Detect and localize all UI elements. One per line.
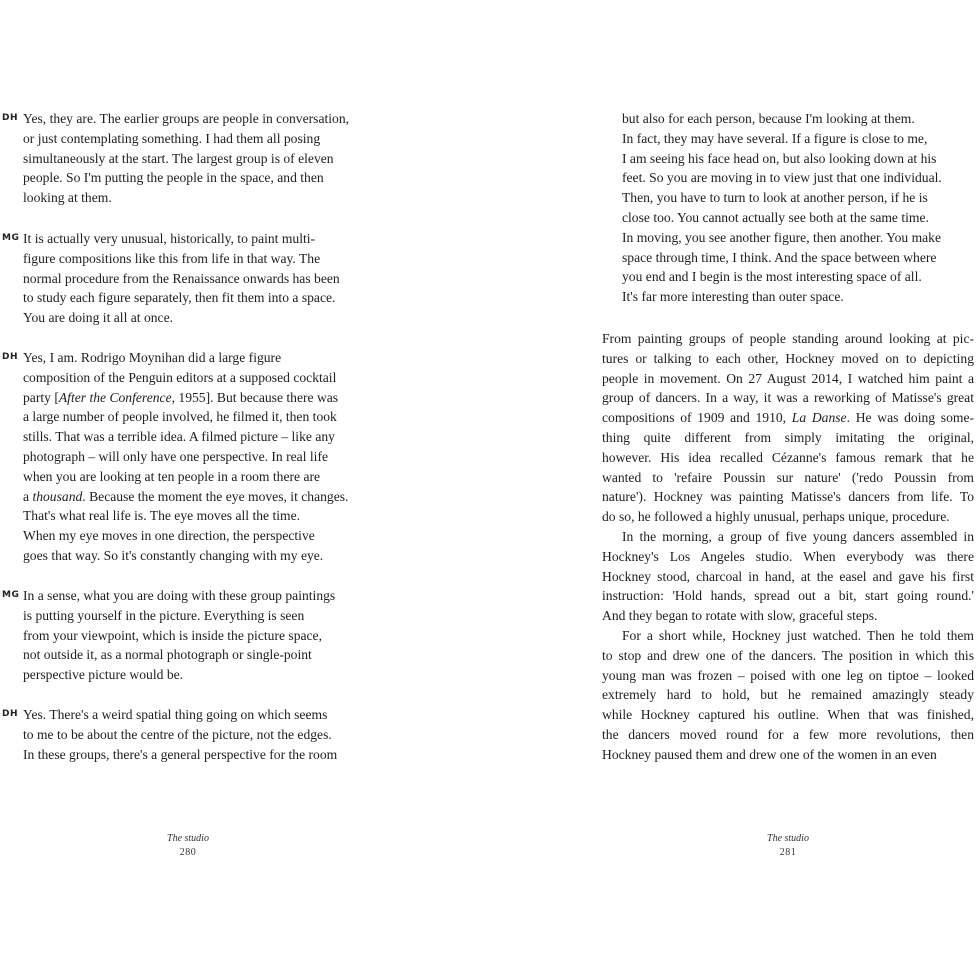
speaker-label: DH: [2, 709, 19, 719]
text-line: feet. So you are moving in to view just that one individual.: [622, 170, 942, 186]
text-line: In moving, you see another figure, then another. You make: [622, 229, 942, 245]
running-title: The studio: [167, 833, 209, 844]
page-number: 281: [779, 847, 797, 858]
text-line: Yes, they are. The earlier groups are people in conversation,: [23, 111, 350, 126]
text-line: Then, you have to turn to look at another person, if he is: [622, 190, 928, 206]
text-line: tures or talking to each other, Hockney moved on to depicting: [602, 350, 974, 366]
page-number: 280: [179, 847, 197, 858]
speaker-label: MG: [2, 233, 20, 243]
text-line: It's far more interesting than outer space.: [622, 289, 844, 305]
text-line: perspective picture would be.: [23, 667, 184, 683]
text-line: group of dancers. In a way, it was a reworking of Matisse's great: [602, 390, 974, 406]
right-page-footer: [708, 832, 868, 860]
dialogue-block: [0, 586, 390, 685]
text-line: And they began to rotate with slow, graceful steps.: [602, 608, 878, 624]
text-line: compositions of 1909 and 1910, La Danse. He was doing some-: [602, 410, 974, 426]
text-line: from your viewpoint, which is inside the picture space,: [23, 627, 322, 643]
text-line: Hockney's Los Angeles studio. When everybody was there: [602, 548, 974, 564]
text-line: wanted to 'refaire Poussin sur nature' ('redo Poussin from: [602, 469, 974, 485]
text-line: when you are looking at ten people in a room there are: [23, 468, 321, 484]
text-line: not outside it, as a normal photograph or single-point: [23, 647, 312, 663]
text-line: space through time, I think. And the space between where: [622, 249, 937, 265]
text-line: In fact, they may have several. If a figure is close to me,: [622, 130, 928, 146]
text-line: to stop and drew one of the dancers. The position in which this: [602, 647, 974, 663]
text-line: or just contemplating something. I had them all posing: [23, 130, 321, 146]
text-line: simultaneously at the start. The largest group is of eleven: [23, 150, 334, 166]
text-line: In these groups, there's a general perspective for the room: [23, 746, 338, 762]
text-line: thing quite different from simply imitating the original,: [602, 429, 974, 445]
text-line: Hockney stood, charcoal in hand, at the easel and gave his first: [602, 568, 974, 584]
speaker-label: DH: [2, 113, 19, 123]
right-page: [488, 0, 976, 976]
text-line: figure compositions like this from life in that way. The: [23, 250, 321, 266]
text-line: a thousand. Because the moment the eye moves, it changes.: [23, 488, 349, 504]
text-line: From painting groups of people standing around looking at pic-: [602, 331, 974, 346]
text-line: to me to be about the centre of the picture, not the edges.: [23, 726, 332, 742]
text-line: In the morning, a group of five young dancers assembled in: [622, 528, 974, 544]
text-line: photograph – will only have one perspective. In real life: [23, 448, 329, 464]
text-line: Yes, I am. Rodrigo Moynihan did a large figure: [23, 350, 282, 365]
speaker-label: DH: [2, 352, 19, 362]
paragraph: [602, 527, 974, 626]
text-line: close too. You cannot actually see both at the same time.: [622, 209, 929, 225]
dialogue-block: [0, 229, 390, 328]
text-line: normal procedure from the Renaissance onwards has been: [23, 270, 340, 286]
text-line: but also for each person, because I'm looking at them.: [622, 111, 915, 126]
dialogue-block: [0, 109, 390, 208]
text-line: stills. That was a terrible idea. A filmed picture – like any: [23, 429, 335, 445]
text-line: do so, he followed a highly unusual, perhaps unique, procedure.: [602, 509, 950, 525]
text-line: instruction: 'Hold hands, spread out a bit, start going round.': [602, 588, 974, 604]
text-line: In a sense, what you are doing with these group paintings: [23, 588, 336, 603]
body-text: [602, 329, 974, 765]
text-line: however. His idea recalled Cézanne's famous remark that he: [602, 449, 974, 465]
text-line: you end and I begin is the most interesting space of all.: [622, 269, 922, 285]
dialogue-block: [0, 705, 390, 764]
dialogue-block: [0, 348, 390, 566]
text-line: Yes. There's a weird spatial thing going on which seems: [23, 707, 328, 722]
text-line: young man was frozen – poised with one leg on tiptoe – looked: [602, 667, 974, 683]
text-line: extremely hard to hold, but he remained amazingly steady: [602, 687, 974, 703]
running-title: The studio: [767, 833, 809, 844]
text-line: to study each figure separately, then fit them into a space.: [23, 290, 336, 306]
speaker-label: MG: [2, 590, 20, 600]
text-line: For a short while, Hockney just watched. Then he told them: [622, 627, 974, 643]
interview-continuation: [602, 109, 974, 307]
text-line: a large number of people involved, he filmed it, then took: [23, 409, 337, 425]
text-line: It is actually very unusual, historically, to paint multi-: [23, 231, 316, 246]
text-line: party [After the Conference, 1955]. But because there was: [23, 389, 339, 405]
text-line: goes that way. So it's constantly changing with my eye.: [23, 547, 324, 563]
text-line: the dancers moved round for a few more revolutions, then: [602, 726, 974, 742]
text-line: people. So I'm putting the people in the space, and then: [23, 170, 324, 186]
paragraph: [602, 329, 974, 527]
text-line: You are doing it all at once.: [23, 310, 174, 326]
text-line: Hockney paused them and drew one of the women in an even: [602, 746, 937, 762]
paragraph: [602, 626, 974, 765]
text-line: people in movement. On 27 August 2014, I watched him paint a: [602, 370, 974, 386]
text-line: while Hockney captured his outline. When that was finished,: [602, 707, 974, 723]
text-line: composition of the Penguin editors at a supposed cocktail: [23, 369, 337, 385]
text-line: I am seeing his face head on, but also looking down at his: [622, 150, 937, 166]
text-line: When my eye moves in one direction, the perspective: [23, 528, 315, 544]
left-page-footer: [108, 832, 268, 860]
text-line: That's what real life is. The eye moves all the time.: [23, 508, 301, 524]
text-line: looking at them.: [23, 190, 112, 206]
text-line: is putting yourself in the picture. Everything is seen: [23, 607, 305, 623]
text-line: nature'). Hockney was painting Matisse's dancers from life. To: [602, 489, 974, 505]
